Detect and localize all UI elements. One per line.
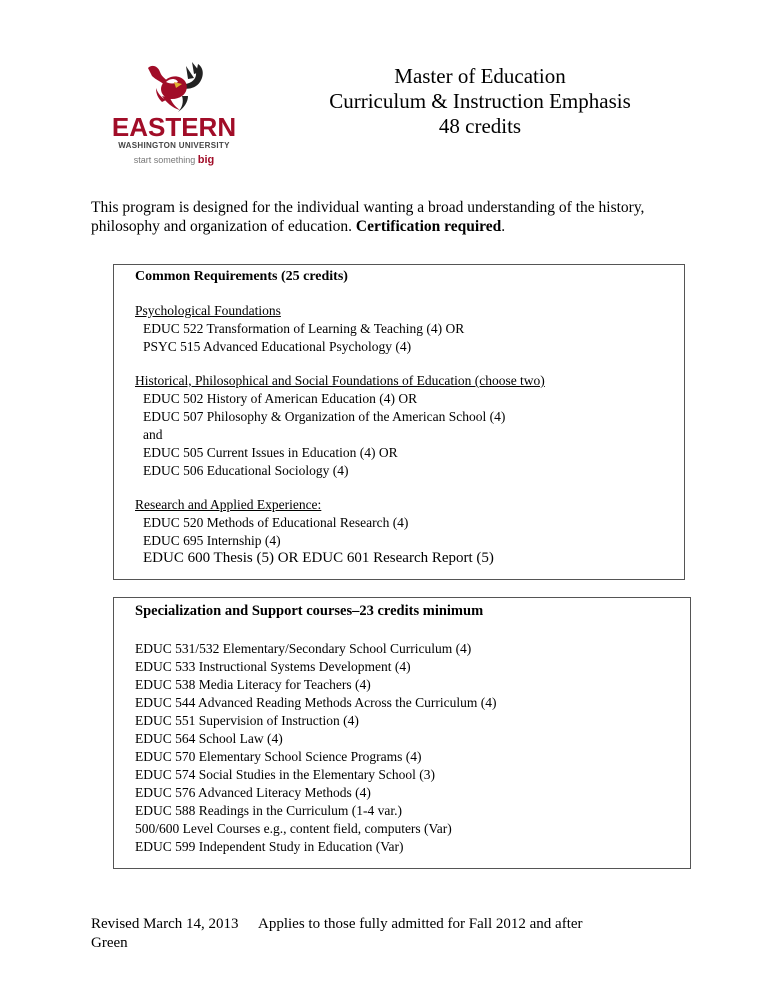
- certification-note: Certification required: [355, 218, 502, 235]
- footer-revision: [91, 915, 238, 953]
- university-logo: [108, 62, 248, 172]
- logo-wordmark: EASTERN: [111, 112, 237, 142]
- course-line: 500/600 Level Courses e.g., content field, computers (Var): [135, 821, 452, 836]
- course-line: EDUC 570 Elementary School Science Programs (4): [135, 749, 422, 764]
- page-title: [300, 64, 660, 139]
- connector-and: and: [143, 427, 163, 442]
- revised-author: Green: [91, 935, 128, 951]
- course-line: EDUC 600 Thesis (5) OR EDUC 601 Research Report (5): [143, 550, 494, 566]
- eagle-icon: [108, 62, 240, 114]
- course-line: EDUC 531/532 Elementary/Secondary School Curriculum (4): [135, 641, 472, 656]
- course-line: EDUC 544 Advanced Reading Methods Across the Curriculum (4): [135, 695, 497, 710]
- footer-applies: Applies to those fully admitted for Fall 2012 and after: [258, 916, 583, 932]
- course-line: EDUC 520 Methods of Educational Research (4): [143, 515, 409, 530]
- course-line: EDUC 599 Independent Study in Education (Var): [135, 839, 404, 854]
- research-heading: Research and Applied Experience:: [135, 497, 322, 512]
- course-line: EDUC 588 Readings in the Curriculum (1-4 var.): [135, 803, 402, 818]
- course-line: EDUC 538 Media Literacy for Teachers (4): [135, 677, 371, 692]
- course-line: EDUC 551 Supervision of Instruction (4): [135, 713, 359, 728]
- title-emphasis: Curriculum & Instruction Emphasis: [329, 89, 631, 113]
- title-credits: 48 credits: [438, 114, 522, 138]
- revised-date: Revised March 14, 2013: [91, 916, 239, 932]
- program-description: This program is designed for the individual wanting a broad understanding of the history, philosophy and organization of education. Certification required.: [91, 199, 645, 235]
- title-degree: Master of Education: [394, 64, 566, 88]
- course-line: EDUC 695 Internship (4): [143, 533, 281, 548]
- course-line: EDUC 502 History of American Education (4) OR: [143, 391, 418, 406]
- course-line: EDUC 564 School Law (4): [135, 731, 283, 746]
- specialization-box: [113, 597, 691, 869]
- course-line: EDUC 576 Advanced Literacy Methods (4): [135, 785, 371, 800]
- course-line: EDUC 505 Current Issues in Education (4) OR: [143, 445, 398, 460]
- course-line: EDUC 522 Transformation of Learning & Teaching (4) OR: [143, 321, 465, 336]
- hist-heading: Historical, Philosophical and Social Foundations of Education (choose two): [135, 373, 545, 388]
- course-line: EDUC 533 Instructional Systems Development (4): [135, 659, 411, 674]
- course-line: EDUC 507 Philosophy & Organization of the American School (4): [143, 409, 506, 424]
- course-line: EDUC 574 Social Studies in the Elementary School (3): [135, 767, 435, 782]
- logo-university: WASHINGTON UNIVERSITY: [118, 141, 230, 150]
- psych-heading: Psychological Foundations: [135, 303, 281, 318]
- common-heading: Common Requirements (25 credits): [135, 269, 348, 284]
- course-line: EDUC 506 Educational Sociology (4): [143, 463, 349, 478]
- common-requirements-box: [113, 264, 685, 580]
- logo-tagline: start something big: [133, 154, 215, 166]
- specialization-heading: Specialization and Support courses–23 credits minimum: [135, 603, 484, 619]
- course-line: PSYC 515 Advanced Educational Psychology (4): [143, 339, 412, 354]
